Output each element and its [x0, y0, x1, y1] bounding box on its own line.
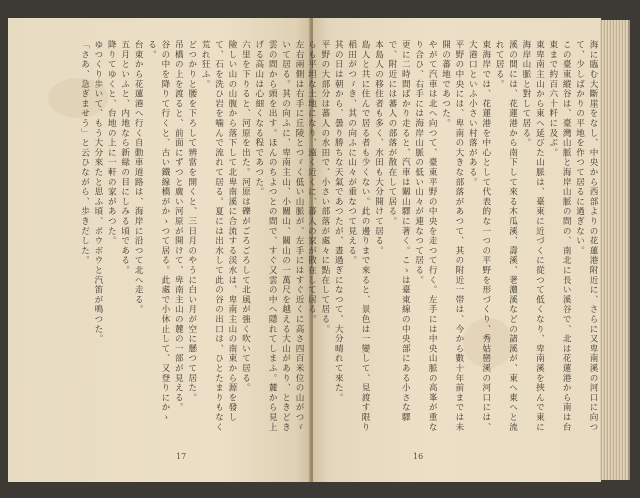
page-edges	[600, 20, 630, 480]
page-number-left: 17	[176, 452, 187, 461]
right-page-text: 海に臨む大斷崖をなし、中央から西部よりの花蓮港附近に、さらに又卑南溪の河口に向つて、少しばかりの平地を作つて居るに過ぎない。 この臺東縱谷は、臺灣山脈と海岸山脈の間の、南北に長い溪谷で、北は花蓮港から南は台東まで約百六十粁に及ぶ。 東卑南主山から東へ延びた山脈は、臺東に近づくに從つて低くなり、卑南溪を挾んで東に海岸山脈と對して居る。 溪の間には、花蓮港から南下して來る木瓜溪、壽溪、荖濃溪などの諸溪が、東へ東へと流れて居る。 東海岸では、花蓮港を中心として代表的な一つの平野を形づくり、秀姑巒溪の河口には、大港口といふ小さい村落がある。 平野の中央には、卑南の大きな部落があつて、其の附近一帯は、今から數十年前までは未開の蕃地であつた。 やがて汽車は北へ向つて、臺東平野の中央を走つて行く。左手には中央山脈の高峯が重なり合ひ、右手には海岸山脈の低い山々が連なつて居る。 更に二時間ばかり走ると、汽車は關山驛に著く。こゝは臺東線の中央部にある小さな驛で、附近には蕃人の部落が散在して居る。 本島人の移住者も多く、水田も大分開けて居る。 島人と共に住んで居る者も少くない。此の邊りまで來ると、景色は一變して、見渡す限り稻田がつゞき、其の向ふに山々が重なつて見える。 其の日は朝から、曇り勝ちな天氣であつたが、晝過ぎになつて、大分晴れて來た。 平野の大部分は蕃人の水田で、小さい部落が處々に點在して居る。 らも平坦な土地になり、遠く近くに、蕃人の家が散在して居る。	[306, 40, 598, 432]
right-page	[306, 18, 601, 482]
page-number-right: 16	[413, 452, 424, 461]
left-page-text: 左右兩側は右手に丘陵とつゞく低い山脈が、左手にはすぐ近くに高さ四百米位の山がつゞいて居る。其の向ふに、卑南主山、小關山、關山の一萬尺を越える大山があり、ときどき雲の間から頭を出す。ほんのちよつとの間で、すぐ又雲の中へ隱れてしまふ。麓から見上げる高山は心細くなる程であつた。 六里を下りると、河原を出た。河原は礫がごろごろして北風が強く吹いて居る。 險しい山の山腹から落下して北卑南溪に合流する渓水は、卑南主山の南東から源を發して、石を洗ひ岩を噛んで流れて居る。夏には出水して此の谷の出口は、ひとたまりもなく荒れ狂ふ。 どつかりと腰を下ろして辨當を開くと、三日月のやうに白い月が空に懸つて居た。 吊橋の上を渡ると、前面にずつと廣い河原が開けて、卑南主山の麓の一部が見える。 谷の中を降りて行くと、古い鐵線橋がかゝつて居る。此處で小休止して、又登りにかゝる。 台東から花蓮港へ行く自動車道路は、海岸に沿つて北へ走る。 五月といふと、内地なら新緑の目にしみる頃である。 降りてゆくと、台地の上に一軒の家があつた。 ゆつくり歩いて、もう大分來たと思ふ頃、ボウボウと汽笛が鳴つた。 「さあ、急ぎませう」と云ひながら、歩きだした。	[79, 40, 304, 432]
left-page	[8, 18, 311, 482]
